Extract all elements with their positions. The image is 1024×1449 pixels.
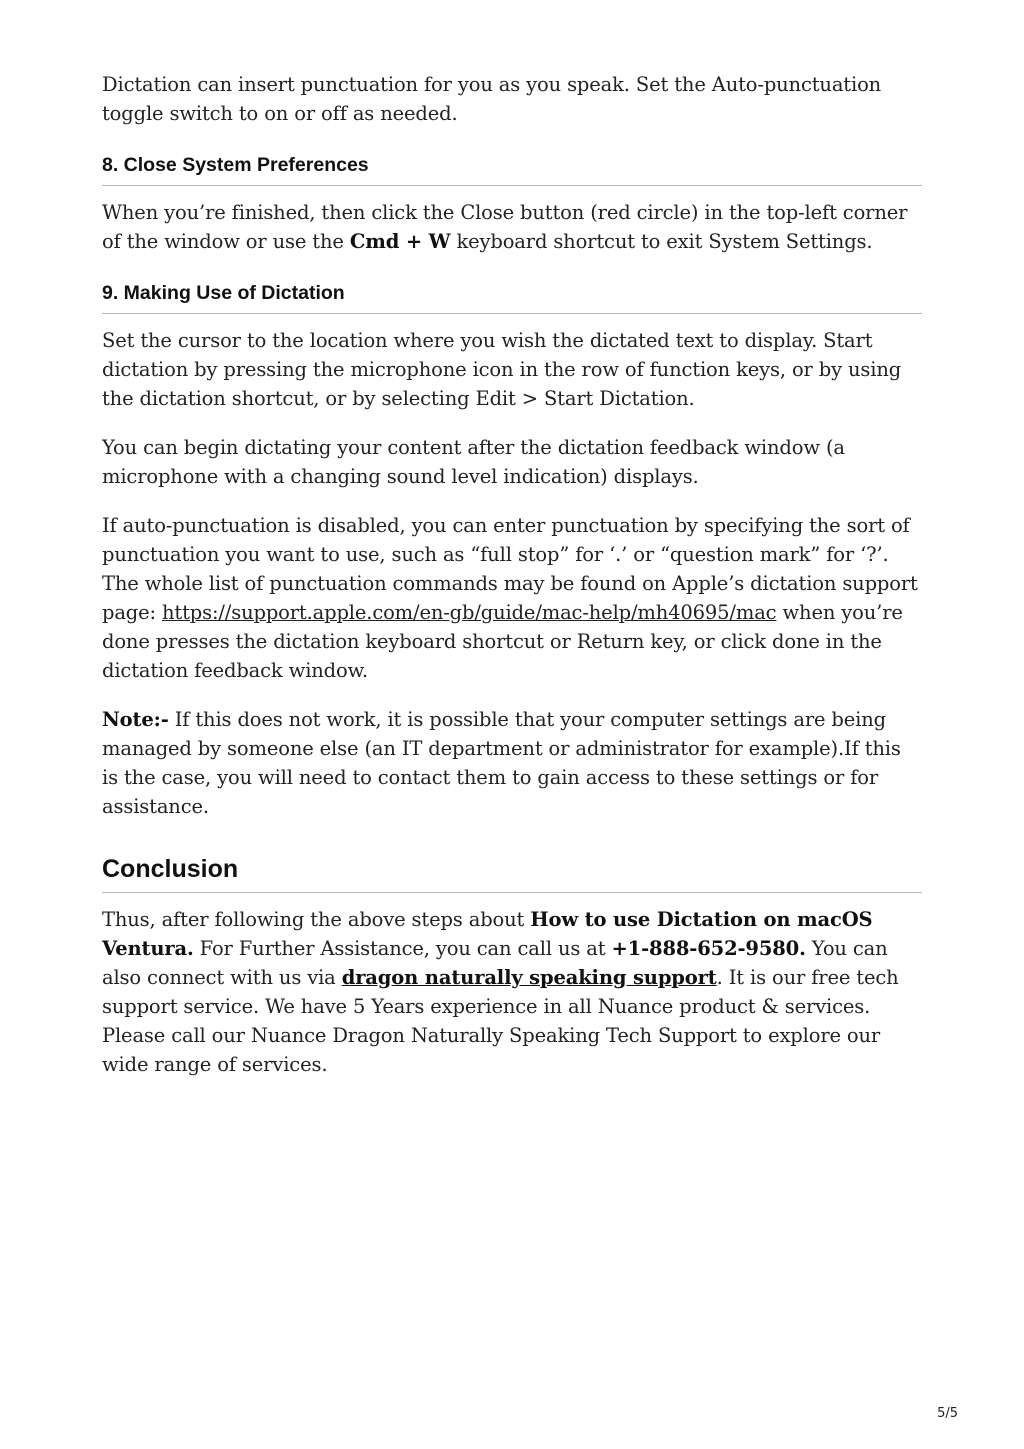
section-8-text-after: keyboard shortcut to exit System Settings. <box>450 230 873 253</box>
section-9-p3-before: If auto-punctuation is disabled, you can enter punctuation by specifying the sort of punctuation you want to use, such as “full stop” for ‘.’ or “question mark” for ‘?’. The whole list of punctuation commands may be found on Apple’s dictation support page: <box>102 514 918 624</box>
section-9-paragraph-2: You can begin dictating your content after the dictation feedback window (a microphone with a changing sound level indication) displays. <box>102 436 845 488</box>
page-number: 5/5 <box>937 1406 958 1421</box>
section-8-paragraph <box>102 198 922 256</box>
note-label: Note:- <box>102 708 169 731</box>
conclusion-text-1: Thus, after following the above steps about <box>102 908 531 931</box>
section-9-p3-after: when you’re done presses the dictation keyboard shortcut or Return key, or click done in the dictation feedback window. <box>102 601 903 682</box>
phone-number: +1-888-652-9580. <box>611 937 806 960</box>
conclusion-paragraph <box>102 905 922 1079</box>
conclusion-text-2: For Further Assistance, you can call us at <box>193 937 612 960</box>
section-9-paragraph-1: Set the cursor to the location where you wish the dictated text to display. Start dictation by pressing the microphone icon in the row of function keys, or by using the dictation shortcut, or by selecting Edit > Start Dictation. <box>102 329 902 410</box>
conclusion-text-3: You can also connect with us via <box>102 937 888 989</box>
conclusion-text-4: . It is our free tech support service. We have 5 Years experience in all Nuance product & services. Please call our Nuance Dragon Naturally Speaking Tech Support to explore our wide range of services. <box>102 966 899 1076</box>
section-9-heading: 9. Making Use of Dictation <box>102 282 922 314</box>
conclusion-title-bold: How to use Dictation on macOS Ventura. <box>102 908 873 960</box>
note-paragraph <box>102 705 922 821</box>
document-page <box>102 70 922 1099</box>
section-8-text-before: When you’re finished, then click the Close button (red circle) in the top-left corner of the window or use the <box>102 201 908 253</box>
intro-paragraph: Dictation can insert punctuation for you as you speak. Set the Auto-punctuation toggle switch to on or off as needed. <box>102 73 882 125</box>
apple-support-link[interactable]: https://support.apple.com/en-gb/guide/mac-help/mh40695/mac <box>162 601 777 624</box>
conclusion-heading: Conclusion <box>102 855 922 893</box>
note-text: If this does not work, it is possible that your computer settings are being managed by someone else (an IT department or administrator for example).If this is the case, you will need to contact them to gain access to these settings or for assistance. <box>102 708 901 818</box>
section-9-paragraph-3 <box>102 511 922 685</box>
dragon-support-link[interactable]: dragon naturally speaking support <box>341 966 717 989</box>
section-8-heading: 8. Close System Preferences <box>102 154 922 186</box>
close-shortcut: Cmd + W <box>349 230 451 253</box>
